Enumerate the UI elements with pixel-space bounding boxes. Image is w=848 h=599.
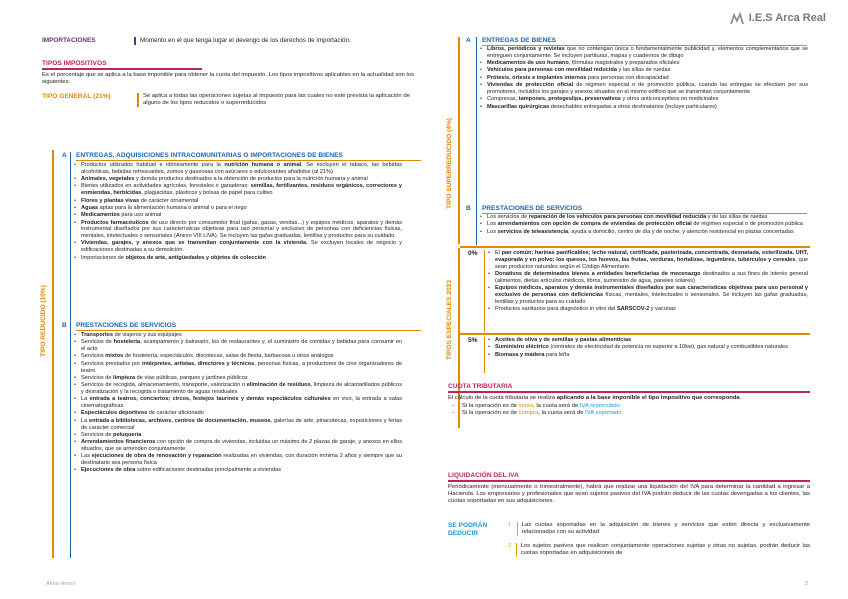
item-highlight: objetos de arte, antigüedades y objetos de colección <box>125 254 266 261</box>
list-item <box>72 453 402 467</box>
item-highlight: nutrición humana o animal <box>224 162 302 168</box>
cuota-desc-bold: aplicando a la base imponible el tipo impositivo que corresponda <box>556 395 740 402</box>
item-highlight: Suministro eléctrico <box>495 344 549 351</box>
cuota-venta-op: venta <box>518 403 534 410</box>
list-item <box>72 396 402 410</box>
item-highlight: entrada a teatros, conciertos; circos, festejos taurinos y demás espectáculos culturales <box>89 396 331 403</box>
especiales-0-percent: 0% <box>468 250 478 257</box>
item-text: La <box>81 417 89 424</box>
list-item <box>478 60 808 67</box>
list-item <box>478 82 808 96</box>
cuota-compra-result: IVA soportado <box>585 410 622 417</box>
list-item <box>72 432 402 439</box>
item-highlight: intérpretes, artistas, directores y técnicos <box>141 360 255 367</box>
super-a-title: ENTREGAS DE BIENES <box>482 37 807 46</box>
especiales-mid-rule <box>460 333 810 335</box>
importaciones-row <box>42 37 422 45</box>
item-text: , plaguicidas, plásticos y bolsas de papel para cultivo <box>141 190 273 197</box>
super-b-letter: B <box>466 205 471 212</box>
list-item <box>72 205 402 212</box>
list-item <box>478 229 808 236</box>
item-highlight: Equipos médicos, aparatos y demás instrumentales diseñados por sus características objetivas para uso personal y exclusivo de personas con deficiencias <box>495 285 808 298</box>
importaciones-value: Momento en el que tenga lugar el devengo de los derechos de importación. <box>134 37 394 45</box>
school-logo <box>729 12 826 26</box>
item-text: con opción de compra de viviendas, incluidas un máximo de 2 plazas de garaje, y anexos en ellos situados, que se arrienden conjuntamente <box>81 439 403 452</box>
item-text: , ayuda a domicilio, centro de día y de noche, y atención residencial en plazas concertadas <box>568 228 794 235</box>
item-highlight: Aceites de oliva y de semillas y pastas alimenticias <box>495 337 632 343</box>
item-text: Compresas, <box>487 96 519 103</box>
item-text: físicas, mentales, intelectuales o sensoriales. Se incluyen las gafas graduadas, lentillas y productos para su cuidado <box>495 291 808 305</box>
item-text: de vías públicas, parques y jardines públicos <box>135 374 248 381</box>
list-item <box>72 198 402 205</box>
item-text: El <box>495 250 502 256</box>
especiales-0-vline <box>484 250 485 332</box>
logo-icon <box>729 12 745 26</box>
item-highlight: hostelería <box>113 339 141 346</box>
list-item <box>486 344 808 351</box>
item-highlight: Viviendas de protección oficial <box>487 82 574 89</box>
cuota-venta-item <box>448 403 810 410</box>
item-text: y de las sillas de ruedas <box>706 214 768 220</box>
list-item <box>486 250 808 270</box>
reducido-b-list <box>72 332 402 475</box>
item-text: Servicios de <box>81 431 114 438</box>
logo-text: I.E.S Arca Real <box>748 12 826 25</box>
item-highlight: servicios de teleasistencia <box>497 228 569 235</box>
item-highlight: Productos farmacéuticos <box>81 219 149 226</box>
tipo-reducido-label: TIPO REDUCIDO (10%) <box>40 285 47 357</box>
item-text: para personas con discapacidad <box>586 74 669 81</box>
se-podran-deducir-key: SE PODRÁN DEDUCIR <box>448 522 488 537</box>
list-item <box>72 418 402 432</box>
super-b-vline <box>476 205 477 245</box>
item-highlight: Donativos de determinados bienes a entidades beneficiarias de mecenazgo <box>495 270 701 277</box>
item-text: Servicios de recogida, almacenamiento, transporte, valorización o <box>81 382 247 389</box>
item-highlight: limpieza <box>113 374 136 381</box>
list-item <box>72 410 402 417</box>
item-text: Importaciones de <box>81 254 126 261</box>
item-highlight: Prótesis, órtesis e implantes internos <box>487 74 587 81</box>
cuota-desc-post: . <box>739 395 742 402</box>
item-text: Los <box>487 221 498 228</box>
item-text: de viajeros y sus equipajes <box>113 332 182 338</box>
list-item <box>72 375 402 382</box>
list-item <box>72 183 402 197</box>
liquidacion-section <box>448 472 810 506</box>
item-text: realizadas en viviendas, con duración mínima 2 años y siempre que su destinatario sea persona física <box>81 453 402 467</box>
list-item <box>72 439 402 453</box>
item-text: , limpieza de alcantarillados públicos y desratización y la recogida o tratamiento de aguas residuales <box>81 382 402 395</box>
item-highlight: arrendamientos con opción de compra de viviendas de protección oficial <box>497 221 692 228</box>
item-text: La <box>81 396 90 403</box>
item-text: y las sillas de ruedas <box>616 67 671 74</box>
item-text: , personas físicas, a productores de cine organizadores de teatro <box>81 360 402 374</box>
super-a-list <box>478 46 808 111</box>
super-a-vline <box>476 37 477 205</box>
reducido-a-list <box>72 162 402 262</box>
item-text: para uso animal <box>119 212 162 219</box>
tipos-description: Es el porcentaje que se aplica a la base imponible para obtener la cuota del impuesto. Los tipos impositivos aplicables en la actualidad son los siguientes: <box>42 72 414 86</box>
item-text: Servicios prestados por <box>81 360 142 367</box>
cuota-venta-result: IVA repercutido <box>579 403 620 410</box>
list-item <box>72 467 402 474</box>
item-highlight: Vehículos para personas con movilidad reducida <box>487 67 617 74</box>
tipo-reducido-line <box>52 150 54 558</box>
item-highlight: Ejecuciones de obra <box>81 467 136 474</box>
tipo-general-key: TIPO GENERAL (21%) <box>42 93 111 100</box>
reducido-a-vline <box>70 152 71 322</box>
item-highlight: Medicamentos <box>81 212 120 219</box>
item-text: y otros anticonceptivos no medicinales <box>621 96 719 103</box>
item-text: Servicios de <box>81 374 114 381</box>
item-text: , que sean productos naturales según el Código Alimentario <box>495 256 808 270</box>
item-highlight: reparación de los vehículos para personas con movilidad reducida <box>528 214 707 220</box>
item-highlight: Viviendas, garajes, y anexos que se transmitan conjuntamente con la vivienda <box>81 240 307 247</box>
list-item <box>478 46 808 60</box>
super-b-title: PRESTACIONES DE SERVICIOS <box>482 205 807 214</box>
item-text: , acampamento y balneario, los de restaurantes y, el suministro de comidas y bebidas para consumir en el acto <box>81 339 402 353</box>
item-highlight: entrada a bibliotecas, archivos, centros de documentación, museos <box>88 417 271 424</box>
cuota-venta-pre: Si la operación es de <box>462 403 519 410</box>
cuota-compra-item <box>448 410 810 417</box>
cuota-desc-pre: El cálculo de la cuota tributaria se realiza <box>448 395 557 402</box>
especiales-5-list <box>486 337 808 359</box>
page-number: 2 <box>804 581 808 588</box>
tipos-title-wrap <box>42 60 202 70</box>
item-text: para leña <box>544 351 570 358</box>
item-highlight: pan común; harinas panificables; leche natural, certificada, pasterizada, concentrada, desnatada, esterilizada, UHT, evaporada y en polvo; los quesos, los huevos, las frutas, verduras, hortalizas, legumbres, tubérculos y cereales <box>495 250 809 263</box>
item-highlight: Biomasa y madera <box>495 351 545 358</box>
list-item <box>72 220 402 240</box>
item-text: . Se excluyen locales de negocio y edificaciones destinadas a su demolición. <box>81 240 403 254</box>
item-highlight: SARSCOV-2 <box>616 306 650 312</box>
item-text: Servicios de <box>81 339 114 346</box>
importaciones-key: IMPORTACIONES <box>42 37 96 44</box>
item-highlight: tampones, protegeslips, preservativos <box>518 96 621 103</box>
item-text: destinados a sus fines de interés general (alimentos, dietas artículos médicos, libros, suministro de agua, paneles solares) <box>495 270 808 284</box>
list-item <box>478 67 808 74</box>
item-text: . Se excluyen el tabaco, las bebidas alcohólicas, bebidas refrescantes, zumos y gaseosas con azúcares o edulcorantes añadidos (al 21%) <box>81 162 402 175</box>
item-highlight: mixtos <box>105 353 124 360</box>
especiales-5-percent: 5% <box>468 337 478 344</box>
list-item <box>486 285 808 305</box>
deducir-text-2: Los sujetos pasivos que realicen conjuntamente operaciones sujetas y otras no sujetas, podrán deducir las cuotas soportadas en adquisiciones de <box>516 543 810 557</box>
item-text: de carácter ornamental <box>139 197 199 204</box>
item-text: Los servicios de <box>487 214 529 220</box>
item-highlight: Mascarillas quirúrgicas <box>487 103 550 110</box>
list-item <box>486 337 808 344</box>
item-text: (contratos de electricidad de potencia no superior a 10kw), gas natural y combustibles naturales <box>548 344 788 351</box>
cuota-compra-mid: , la cuota será de <box>538 410 586 417</box>
item-highlight: Arrendamientos financieros <box>81 439 156 446</box>
item-highlight: Medicamentos de uso humano <box>487 60 569 67</box>
list-item <box>72 212 402 219</box>
reducido-b-letter: B <box>62 322 67 329</box>
list-item <box>72 339 402 353</box>
cuota-description <box>448 395 810 402</box>
deducir-row-2 <box>508 543 810 557</box>
item-text: y demás productos destinados a la obtención de productos para la nutrición humana y animal <box>134 176 368 183</box>
especiales-top-rule <box>460 246 810 248</box>
deducir-num-1: 1 <box>508 522 512 528</box>
item-highlight: semillas, fertilizantes, residuos orgánicos, correctores y enmiendas, herbicidas <box>81 183 403 197</box>
list-item <box>486 306 808 313</box>
item-text: , galerías de arte, pinacotecas, exposiciones y ferias de carácter comercial <box>81 417 402 431</box>
cuota-compra-op: compra <box>518 410 539 417</box>
especiales-0-list <box>486 250 808 313</box>
list-item <box>72 255 402 262</box>
item-text: que no contengan única o fundamentalmente publicidad y, elementos complementarios que se entreguen conjuntamente. Se incluyen partituras, mapas y cuadernos de dibujo <box>487 46 808 59</box>
item-text: Productos sanitarios para diagnóstico in vitro del <box>495 306 617 312</box>
list-item <box>72 240 402 254</box>
item-text: y vacunas <box>649 306 676 312</box>
super-a-letter: A <box>466 37 471 44</box>
liquidacion-title: LIQUIDACIÓN DEL IVA <box>448 472 810 482</box>
item-text: desechables entregadas a otros destinatarios (incluye particulares) <box>549 103 717 110</box>
cuota-title: CUOTA TRIBUTARIA <box>448 383 810 393</box>
item-text: , fórmulas magistrales y preparados oficiales <box>568 60 680 67</box>
list-item <box>478 214 808 221</box>
reducido-a-letter: A <box>62 152 67 159</box>
item-highlight: eliminación de residuos <box>246 382 311 389</box>
reducido-b-vline <box>70 322 71 558</box>
list-item <box>72 162 402 176</box>
item-highlight: ejecuciones de obra de renovación y reparación <box>91 453 222 460</box>
list-item <box>72 332 402 339</box>
list-item <box>72 176 402 183</box>
footer-author: Alma Heros <box>46 581 76 588</box>
item-highlight: peluquería <box>113 431 142 438</box>
item-text: de uso directo por consumidor final (gafas, gasas, vendas...) y equipos médicos, aparatos y demás instrumental diseñados por sus características objetivas para uso personal y exclusivo de personas con deficiencias físicas, mentales, intelectuales o sensoriales (Anexo VIII LIVA). Se incluyen las gafas graduadas, lentillas y productos para su cuidado <box>81 219 402 240</box>
tipo-general-row <box>42 93 422 107</box>
cuota-compra-pre: Si la operación es de <box>462 410 519 417</box>
item-text: Servicios <box>81 353 106 360</box>
reducido-b-title: PRESTACIONES DE SERVICIOS <box>76 322 421 331</box>
deducir-row-1 <box>508 522 810 536</box>
item-highlight: Libros, periódicos y revistas <box>487 46 565 52</box>
especiales-5-vline <box>484 337 485 373</box>
item-highlight: Transportes <box>81 332 114 338</box>
item-text: de hostelería, espectáculos, discotecas, salas de fiesta, barbacoas u otros análogos <box>123 353 334 360</box>
cuota-venta-mid: , la cuota será de <box>533 403 580 410</box>
item-text: Bienes utilizados en actividades agrícolas, forestales o ganaderas: <box>81 183 251 190</box>
item-text: aptas para la alimentación humana o animal o para el riego <box>98 204 247 211</box>
item-text: de carácter aficionado <box>147 410 204 417</box>
item-text: Las <box>81 453 92 460</box>
list-item <box>486 271 808 285</box>
item-highlight: Flores y plantas vivas <box>81 197 140 204</box>
tipo-superreducido-label: TIPO SUPERREDUCIDO (4%) <box>446 118 453 209</box>
cuota-section <box>448 383 810 418</box>
item-highlight: Aguas <box>81 204 99 211</box>
list-item <box>72 382 402 396</box>
cuota-list <box>448 403 810 417</box>
list-item <box>478 75 808 82</box>
list-item <box>478 104 808 111</box>
item-text: Productos utilizados habitual e idóneamente para la <box>81 162 225 168</box>
list-item <box>478 96 808 103</box>
item-text: de régimen especial o de promoción pública <box>691 221 803 228</box>
liquidacion-description: Periódicamente (mensualmente o trimestralmente), habrá que realizar una liquidación del IVA para determinar la cantidad a ingresar a Hacienda. Los empresarios y profesionales que sean sujetos pasivos del IVA podrán deducir de las cuotas devengadas a los clientes, las cuotas soportadas en sus adquisiciones. <box>448 484 810 505</box>
item-text: Los <box>487 228 498 235</box>
tipo-superreducido-line <box>458 37 460 244</box>
list-item <box>72 353 402 360</box>
super-b-list <box>478 214 808 236</box>
item-text: en vivo, la entrada a salas cinematográficas <box>81 396 402 410</box>
tipos-title: TIPOS IMPOSITIVOS <box>42 60 202 70</box>
reducido-a-title: ENTREGAS, ADQUISICIONES INTRACOMUNITARIAS O IMPORTACIONES DE BIENES <box>76 152 421 161</box>
item-text: sobre edificaciones destinadas principalmente a viviendas <box>135 467 281 474</box>
deducir-text-1: Las cuotas soportadas en la adquisición de bienes y servicios que estén directa y exclusivamente relacionados con su actividad <box>517 522 810 536</box>
list-item <box>478 221 808 228</box>
item-text: de régimen especial o de promoción pública, cuando las entregas se efectúen por sus promotores, incluidos los garajes y anexos situados en el mismo edificio que se transmitan conjuntamente <box>487 82 808 95</box>
tipos-especiales-label: TIPOS ESPECIALES 2023 <box>446 280 453 360</box>
deducir-num-2: 2 <box>508 543 512 549</box>
item-highlight: Animales, vegetales <box>81 176 135 183</box>
item-highlight: Espectáculos deportivos <box>81 410 148 417</box>
tipo-general-value: Se aplica a todas las operaciones sujetas al impuesto para las cuales no esté prevista la aplicación de alguno de los tipos reducidos o superreducidos <box>137 93 417 107</box>
list-item <box>486 352 808 359</box>
list-item <box>72 361 402 375</box>
